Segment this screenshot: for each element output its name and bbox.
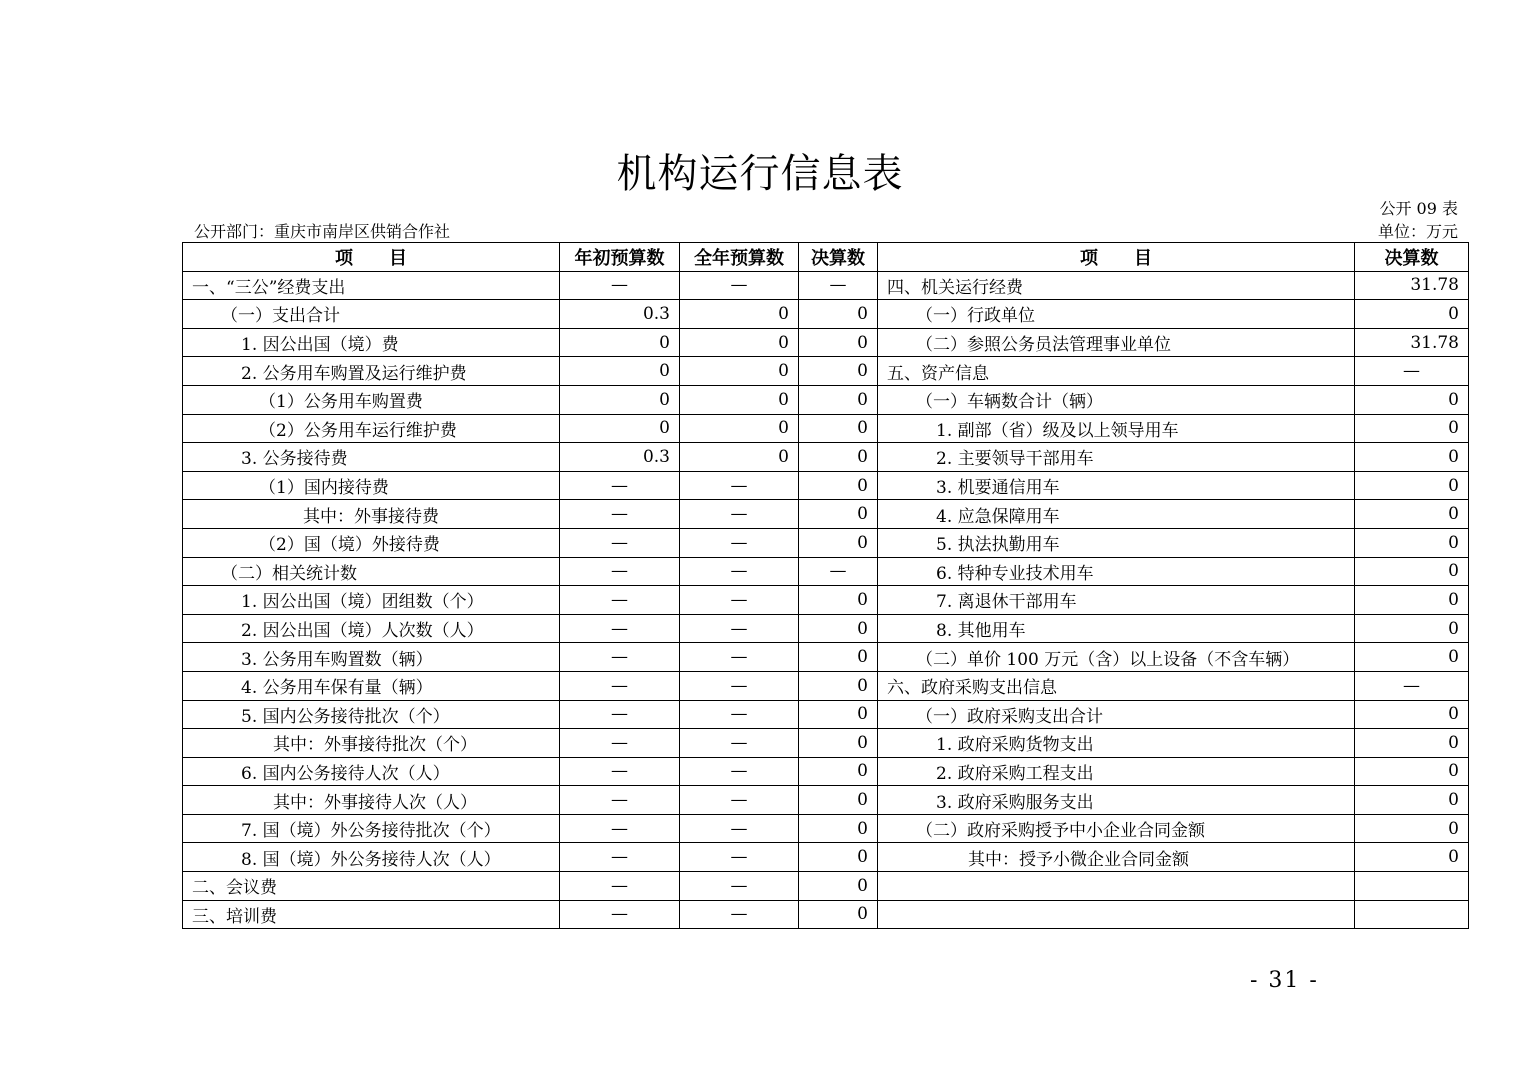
page-number: - 31 - (1250, 968, 1319, 993)
row-item: 2. 因公出国（境）人次数（人） (183, 614, 560, 643)
table-row (183, 614, 1469, 643)
row-item: 7. 国（境）外公务接待批次（个） (183, 814, 560, 843)
header-final: 决算数 (799, 243, 878, 272)
row-item-right: （一）行政单位 (878, 300, 1355, 329)
row-budget-begin: 0 (560, 414, 680, 443)
row-item-right: （一）政府采购支出合计 (878, 700, 1355, 729)
row-budget-begin: 0 (560, 357, 680, 386)
row-budget-begin: — (560, 814, 680, 843)
table-row (183, 471, 1469, 500)
row-final: — (799, 557, 878, 586)
page-title: 机构运行信息表 (616, 151, 904, 197)
row-final-right: 0 (1355, 443, 1469, 472)
row-budget-begin: — (560, 900, 680, 929)
row-item-right: （一）车辆数合计（辆） (878, 385, 1355, 414)
row-item: 3. 公务接待费 (183, 443, 560, 472)
row-item-right: 3. 机要通信用车 (878, 471, 1355, 500)
row-budget-full: — (680, 671, 799, 700)
row-final-right: 0 (1355, 814, 1469, 843)
row-final-right: 0 (1355, 557, 1469, 586)
row-final-right: 0 (1355, 471, 1469, 500)
row-item-right: （二）政府采购授予中小企业合同金额 (878, 814, 1355, 843)
row-budget-full: — (680, 586, 799, 615)
row-budget-full: — (680, 557, 799, 586)
table-row (183, 757, 1469, 786)
header-item-right: 项 目 (878, 243, 1355, 272)
row-budget-full: — (680, 700, 799, 729)
row-final: 0 (799, 471, 878, 500)
row-item: （2）国（境）外接待费 (183, 528, 560, 557)
row-item-right: 1. 政府采购货物支出 (878, 729, 1355, 758)
row-final-right: — (1355, 357, 1469, 386)
row-item: （2）公务用车运行维护费 (183, 414, 560, 443)
row-budget-full: — (680, 900, 799, 929)
table-row (183, 443, 1469, 472)
table-row (183, 729, 1469, 758)
row-final: 0 (799, 757, 878, 786)
row-budget-full: 0 (680, 300, 799, 329)
row-final: 0 (799, 357, 878, 386)
row-budget-full: — (680, 471, 799, 500)
row-item-right: 六、政府采购支出信息 (878, 671, 1355, 700)
row-final-right: 31.78 (1355, 271, 1469, 300)
row-budget-begin: — (560, 271, 680, 300)
row-final: 0 (799, 671, 878, 700)
row-final-right: 0 (1355, 643, 1469, 672)
row-final-right: 0 (1355, 786, 1469, 815)
row-budget-full: — (680, 814, 799, 843)
header-budget-full: 全年预算数 (680, 243, 799, 272)
row-final-right: 0 (1355, 757, 1469, 786)
row-budget-full: 0 (680, 328, 799, 357)
row-budget-begin: — (560, 729, 680, 758)
table-row (183, 385, 1469, 414)
row-budget-full: — (680, 614, 799, 643)
row-item: （二）相关统计数 (183, 557, 560, 586)
row-budget-full: — (680, 872, 799, 901)
row-item-right: 五、资产信息 (878, 357, 1355, 386)
row-final: 0 (799, 443, 878, 472)
table-row (183, 586, 1469, 615)
row-item: 8. 国（境）外公务接待人次（人） (183, 843, 560, 872)
row-final: 0 (799, 643, 878, 672)
row-final-right: — (1355, 671, 1469, 700)
row-final-right: 0 (1355, 300, 1469, 329)
department-label: 公开部门：重庆市南岸区供销合作社 (194, 222, 451, 241)
row-budget-full: — (680, 528, 799, 557)
row-item: （1）国内接待费 (183, 471, 560, 500)
table-row (183, 814, 1469, 843)
row-budget-full: — (680, 643, 799, 672)
row-budget-begin: — (560, 557, 680, 586)
row-budget-begin: — (560, 757, 680, 786)
row-budget-full: — (680, 500, 799, 529)
table-row (183, 786, 1469, 815)
row-budget-begin: — (560, 586, 680, 615)
row-final: 0 (799, 385, 878, 414)
row-final: 0 (799, 500, 878, 529)
row-item: 1. 因公出国（境）费 (183, 328, 560, 357)
row-budget-begin: — (560, 471, 680, 500)
row-item: 4. 公务用车保有量（辆） (183, 671, 560, 700)
row-final: 0 (799, 700, 878, 729)
row-budget-begin: 0.3 (560, 300, 680, 329)
row-final-right: 0 (1355, 700, 1469, 729)
row-item-right: 8. 其他用车 (878, 614, 1355, 643)
row-final: 0 (799, 729, 878, 758)
row-item: 1. 因公出国（境）团组数（个） (183, 586, 560, 615)
row-item: 2. 公务用车购置及运行维护费 (183, 357, 560, 386)
row-item: 其中：外事接待批次（个） (183, 729, 560, 758)
table-row (183, 414, 1469, 443)
row-item-right: （二）参照公务员法管理事业单位 (878, 328, 1355, 357)
row-item: 一、“三公”经费支出 (183, 271, 560, 300)
row-final: 0 (799, 328, 878, 357)
row-budget-full: — (680, 729, 799, 758)
row-budget-full: 0 (680, 414, 799, 443)
row-budget-full: — (680, 271, 799, 300)
table-header-row (183, 243, 1469, 272)
row-item-right (878, 900, 1355, 929)
row-budget-begin: — (560, 872, 680, 901)
row-final-right: 0 (1355, 414, 1469, 443)
row-final-right: 31.78 (1355, 328, 1469, 357)
row-item: 3. 公务用车购置数（辆） (183, 643, 560, 672)
row-item-right: 6. 特种专业技术用车 (878, 557, 1355, 586)
table-row (183, 328, 1469, 357)
row-final-right: 0 (1355, 614, 1469, 643)
row-item-right: 1. 副部（省）级及以上领导用车 (878, 414, 1355, 443)
row-budget-full: — (680, 843, 799, 872)
row-final: 0 (799, 586, 878, 615)
row-final: 0 (799, 900, 878, 929)
row-item: 三、培训费 (183, 900, 560, 929)
row-final: 0 (799, 843, 878, 872)
row-item: 5. 国内公务接待批次（个） (183, 700, 560, 729)
row-item: （1）公务用车购置费 (183, 385, 560, 414)
row-budget-full: — (680, 757, 799, 786)
row-item-right: 四、机关运行经费 (878, 271, 1355, 300)
row-item: （一）支出合计 (183, 300, 560, 329)
row-final: 0 (799, 300, 878, 329)
row-item-right: 2. 政府采购工程支出 (878, 757, 1355, 786)
row-item-right (878, 872, 1355, 901)
row-item: 其中：外事接待人次（人） (183, 786, 560, 815)
row-final-right (1355, 900, 1469, 929)
table-row (183, 643, 1469, 672)
row-final: 0 (799, 614, 878, 643)
table-row (183, 557, 1469, 586)
table-row (183, 843, 1469, 872)
header-item: 项 目 (183, 243, 560, 272)
row-item: 其中：外事接待费 (183, 500, 560, 529)
row-final: — (799, 271, 878, 300)
row-final-right (1355, 872, 1469, 901)
row-budget-full: — (680, 786, 799, 815)
row-budget-begin: — (560, 614, 680, 643)
table-row (183, 872, 1469, 901)
row-item-right: 5. 执法执勤用车 (878, 528, 1355, 557)
row-item-right: 7. 离退休干部用车 (878, 586, 1355, 615)
table-row (183, 300, 1469, 329)
row-budget-begin: 0 (560, 385, 680, 414)
row-budget-begin: — (560, 843, 680, 872)
header-final-right: 决算数 (1355, 243, 1469, 272)
row-final-right: 0 (1355, 500, 1469, 529)
row-item: 二、会议费 (183, 872, 560, 901)
row-final: 0 (799, 872, 878, 901)
row-final-right: 0 (1355, 528, 1469, 557)
row-budget-begin: — (560, 786, 680, 815)
info-table (182, 242, 1469, 929)
row-budget-begin: — (560, 700, 680, 729)
row-final: 0 (799, 414, 878, 443)
row-budget-begin: — (560, 671, 680, 700)
row-budget-begin: — (560, 528, 680, 557)
row-item-right: （二）单价 100 万元（含）以上设备（不含车辆） (878, 643, 1355, 672)
table-row (183, 528, 1469, 557)
row-final: 0 (799, 528, 878, 557)
row-budget-full: 0 (680, 385, 799, 414)
table-row (183, 700, 1469, 729)
row-final-right: 0 (1355, 729, 1469, 758)
row-final-right: 0 (1355, 586, 1469, 615)
table-row (183, 671, 1469, 700)
row-item-right: 3. 政府采购服务支出 (878, 786, 1355, 815)
row-budget-begin: — (560, 500, 680, 529)
row-budget-begin: — (560, 643, 680, 672)
row-final: 0 (799, 786, 878, 815)
header-budget-begin: 年初预算数 (560, 243, 680, 272)
unit-label: 单位：万元 (1377, 222, 1458, 241)
row-budget-full: 0 (680, 443, 799, 472)
row-budget-begin: 0.3 (560, 443, 680, 472)
table-row (183, 500, 1469, 529)
table-number: 公开 09 表 (1379, 199, 1458, 218)
row-final: 0 (799, 814, 878, 843)
row-budget-begin: 0 (560, 328, 680, 357)
table-row (183, 271, 1469, 300)
table-row (183, 357, 1469, 386)
row-budget-full: 0 (680, 357, 799, 386)
row-item-right: 2. 主要领导干部用车 (878, 443, 1355, 472)
table-row (183, 900, 1469, 929)
row-item-right: 4. 应急保障用车 (878, 500, 1355, 529)
row-item: 6. 国内公务接待人次（人） (183, 757, 560, 786)
row-final-right: 0 (1355, 385, 1469, 414)
row-item-right: 其中：授予小微企业合同金额 (878, 843, 1355, 872)
row-final-right: 0 (1355, 843, 1469, 872)
